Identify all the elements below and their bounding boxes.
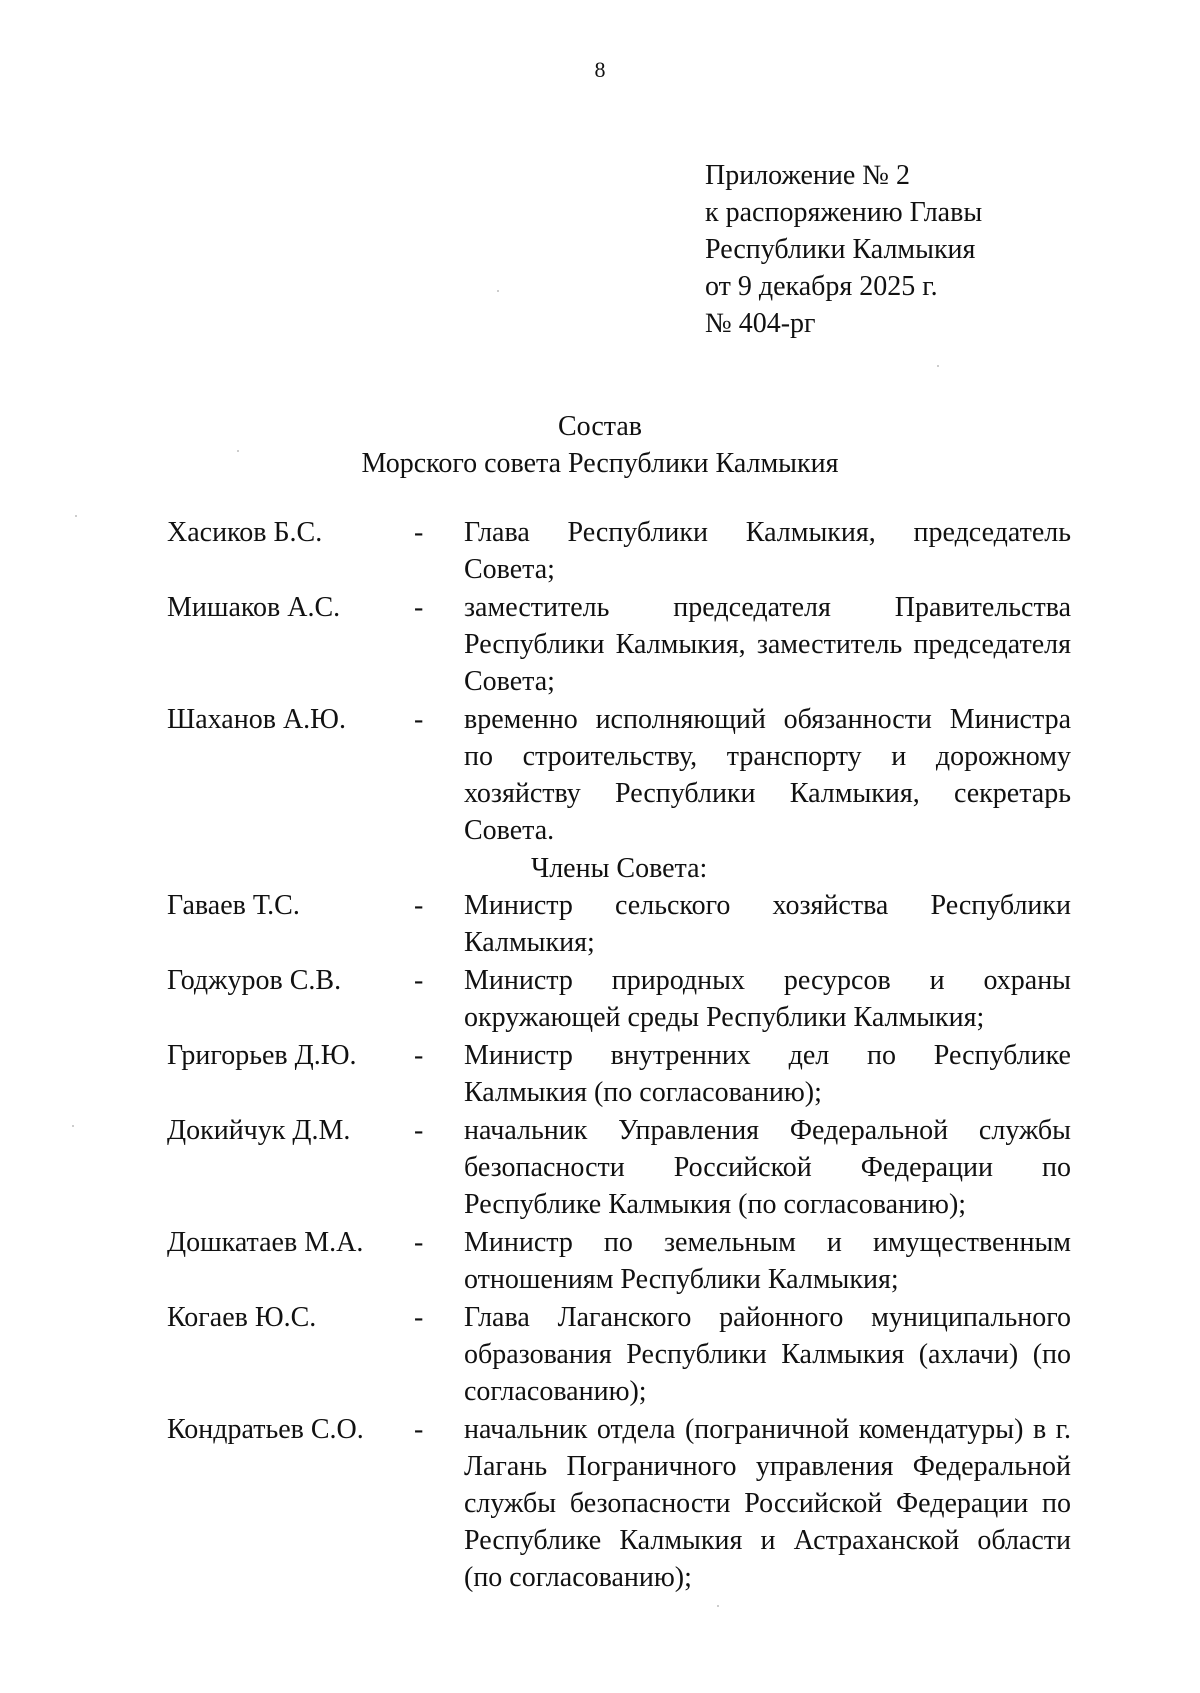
council-composition: [167, 514, 1072, 1597]
appendix-line: к распоряжению Главы: [705, 197, 983, 228]
dash-separator: -: [414, 592, 424, 623]
appendix-line: Республики Калмыкия: [705, 234, 976, 265]
member-role: Министр природных ресурсов и охраны окружающей среды Республики Калмыкия;: [464, 965, 1071, 1033]
member-name: Когаев Ю.С.: [167, 1302, 317, 1333]
list-item: [167, 1112, 1072, 1223]
member-name: Кондратьев С.О.: [167, 1414, 364, 1445]
dash-separator: -: [414, 517, 424, 548]
member-role: Глава Республики Калмыкия, председатель Совета;: [464, 517, 1071, 585]
title-line: Морского совета Республики Калмыкия: [361, 448, 839, 479]
dash-separator: -: [414, 704, 424, 735]
list-item: [167, 514, 1072, 588]
document-title: [0, 408, 1200, 482]
dash-separator: -: [414, 1414, 424, 1445]
member-role: Министр сельского хозяйства Республики Калмыкия;: [464, 890, 1071, 958]
member-name: Григорьев Д.Ю.: [167, 1040, 357, 1071]
member-name: Гаваев Т.С.: [167, 890, 300, 921]
appendix-header: [705, 157, 982, 342]
member-role: временно исполняющий обязанности Министра по строительству, транспорту и дорожному хозяйству Республики Калмыкия, секретарь Совета.: [464, 704, 1071, 846]
scan-speck: [717, 1605, 719, 1607]
member-role: Министр по земельным и имущественным отношениям Республики Калмыкия;: [464, 1227, 1071, 1295]
scan-speck: [75, 515, 77, 517]
dash-separator: -: [414, 890, 424, 921]
dash-separator: -: [414, 1227, 424, 1258]
list-item: [167, 887, 1072, 961]
member-name: Хасиков Б.С.: [167, 517, 323, 548]
list-item: [167, 589, 1072, 700]
scan-speck: [937, 365, 939, 367]
member-role: начальник Управления Федеральной службы безопасности Российской Федерации по Республике Калмыкия (по согласованию);: [464, 1115, 1071, 1220]
dash-separator: -: [414, 1040, 424, 1071]
appendix-line: от 9 декабря 2025 г.: [705, 271, 938, 302]
member-name: Мишаков А.С.: [167, 592, 341, 623]
scan-speck: [497, 290, 499, 292]
member-name: Шаханов А.Ю.: [167, 704, 346, 735]
member-role: Министр внутренних дел по Республике Калмыкия (по согласованию);: [464, 1040, 1071, 1108]
list-item: [167, 1224, 1072, 1298]
list-item: [167, 701, 1072, 849]
member-name: Годжуров С.В.: [167, 965, 342, 996]
member-name: Дошкатаев М.А.: [167, 1227, 364, 1258]
appendix-line: Приложение № 2: [705, 160, 910, 191]
dash-separator: -: [414, 965, 424, 996]
appendix-line: № 404-рг: [705, 308, 816, 339]
dash-separator: -: [414, 1115, 424, 1146]
member-role: начальник отдела (пограничной комендатуры) в г. Лагань Пограничного управления Федеральной службы безопасности Российской Федерации по Республике Калмыкия и Астраханской области (по согласованию);: [464, 1414, 1071, 1593]
member-role: Глава Лаганского районного муниципального образования Республики Калмыкия (ахлачи) (по согласованию);: [464, 1302, 1071, 1407]
scan-speck: [72, 1125, 74, 1127]
list-item: [167, 962, 1072, 1036]
list-item: [167, 1411, 1072, 1596]
list-item: [167, 1299, 1072, 1410]
page-number: 8: [594, 57, 606, 82]
member-role: заместитель председателя Правительства Республики Калмыкия, заместитель председателя Совета;: [464, 592, 1071, 697]
list-item: [167, 1037, 1072, 1111]
member-name: Докийчук Д.М.: [167, 1115, 351, 1146]
title-line: Состав: [557, 411, 643, 442]
members-section-label: Члены Совета:: [531, 853, 708, 884]
scan-speck: [237, 450, 239, 452]
dash-separator: -: [414, 1302, 424, 1333]
